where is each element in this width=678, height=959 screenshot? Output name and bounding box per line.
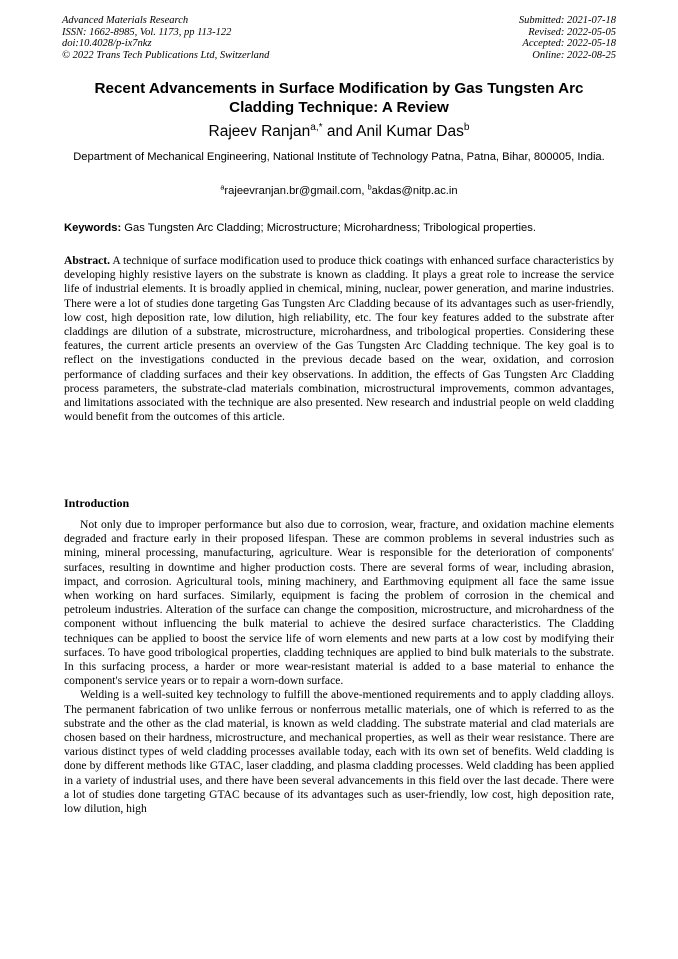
abstract-text: A technique of surface modification used to produce thick coatings with enhanced surface characteristics by developing highly resistive layers on the substrate is known as cladding. It plays a great role to increase the service life of industrial elements. It is broadly applied in chemical, mining, nuclear, power generation, and marine industries. There were a lot of studies done targeting Gas Tungsten Arc Cladding because of its advantages such as user-friendly, low cost, high deposition rate, low dilution, high reliability, etc. The four key features added to the substrate after claddings are dilution of a substrate, microstructure, microhardness, and tribological properties. Considering these features, the current article presents an overview of the Gas Tungsten Arc Cladding technique. The key goal is to reflect on the investigations conducted in the previous decade based on the wear, oxidation, and corrosion performance of cladding surfaces and their key observations. In addition, the effects of Gas Tungsten Arc Cladding process parameters, the substrate-clad materials combination, microstructural improvements, common advantages, and limitations associated with the technique are also presented. New research and industrial people on weld cladding would benefit from the outcomes of this article.: [64, 254, 614, 424]
keywords-text: Gas Tungsten Arc Cladding; Microstructure; Microhardness; Tribological properties.: [121, 222, 536, 234]
abstract-label: Abstract.: [64, 254, 111, 267]
email-a-marker: a: [220, 182, 225, 192]
journal-name: Advanced Materials Research: [62, 15, 189, 26]
introduction-body: [64, 518, 614, 816]
email-b-marker: b: [367, 182, 372, 192]
affiliation: Department of Mechanical Engineering, National Institute of Technology Patna, Patna, Bihar, 800005, India.: [73, 151, 605, 163]
email-b[interactable]: akdas@nitp.ac.in: [371, 185, 458, 197]
abstract: [64, 254, 614, 424]
journal-doi[interactable]: doi:10.4028/p-ix7nkz: [62, 38, 152, 50]
paper-title: [40, 80, 638, 117]
author-emails: [40, 184, 638, 198]
online-date: Online: 2022-08-25: [532, 49, 616, 61]
email-a[interactable]: rajeevranjan.br@gmail.com,: [224, 185, 368, 197]
keywords-label: Keywords:: [64, 222, 122, 234]
submitted-date: Submitted: 2021-07-18: [518, 15, 616, 26]
author-conjunction: and: [322, 123, 357, 140]
author-2-marker: b: [463, 121, 470, 133]
revised-date: Revised: 2022-05-05: [528, 26, 616, 38]
keywords: [64, 221, 616, 235]
intro-paragraph: Not only due to improper performance but also due to corrosion, wear, fracture, and oxidation machine elements degraded and fracture early in their proposed lifespan. These are common problems in several industries such as mining, mineral processing, manufacturing, agriculture. Wear is responsible for the deterioration of components' surfaces, resulting in downtime and higher production costs. There are several forms of wear, including abrasion, impact, and corrosion. Agricultural tools, mining machinery, and Earthmoving equipment all face the same issue when working on hard surfaces. Similarly, equipment is facing the problem of corrosion in the chemical and petroleum industries. Alteration of the surface can change the composition, microstructure, and microhardness of the component without influencing the bulk material to achieve the desired surface characteristics. The Cladding techniques can be applied to boost the service life of worn elements and new parts at a low cost by modifying their surfaces. To have good tribological properties, cladding techniques are applied to bind bulk materials to the substrate. In this surfacing process, a harder or more wear-resistant material is added to a base material to enhance the component's service years or to repair a worn-down surface.: [64, 518, 614, 688]
journal-info: [62, 15, 269, 61]
accepted-date: Accepted: 2022-05-18: [522, 38, 616, 50]
intro-paragraph: Welding is a well-suited key technology to fulfill the above-mentioned requirements and to apply cladding alloys. The permanent fabrication of two unlike ferrous or nonferrous metallic materials, one of which is referred to as the substrate and the other as the clad material, is known as weld cladding. The substrate material and clad materials are chosen based on their hardness, microstructure, and mechanical properties, as well as their wear resistance. There are various distinct types of weld cladding processes available today, each with its own set of benefits. Weld cladding is done by different methods like GTAC, laser cladding, and plasma cladding processes. Weld cladding has been applied in a variety of industrial uses, and there have been several advancements in this field over the last decade. There were a lot of studies done targeting GTAC because of its advantages such as user-friendly, low cost, high deposition rate, low dilution, high: [64, 688, 614, 816]
author-list: [40, 123, 638, 141]
title-line-1: Recent Advancements in Surface Modification by Gas Tungsten Arc: [94, 80, 584, 97]
introduction-heading: Introduction: [64, 496, 130, 510]
author-2: Anil Kumar Das: [356, 123, 464, 140]
submission-dates: [519, 15, 616, 61]
author-1: Rajeev Ranjan: [208, 123, 311, 140]
journal-issn: ISSN: 1662-8985, Vol. 1173, pp 113-122: [62, 26, 232, 38]
title-line-2: Cladding Technique: A Review: [229, 98, 449, 116]
journal-copyright: © 2022 Trans Tech Publications Ltd, Switzerland: [62, 49, 270, 61]
author-1-marker: a,*: [310, 121, 323, 133]
